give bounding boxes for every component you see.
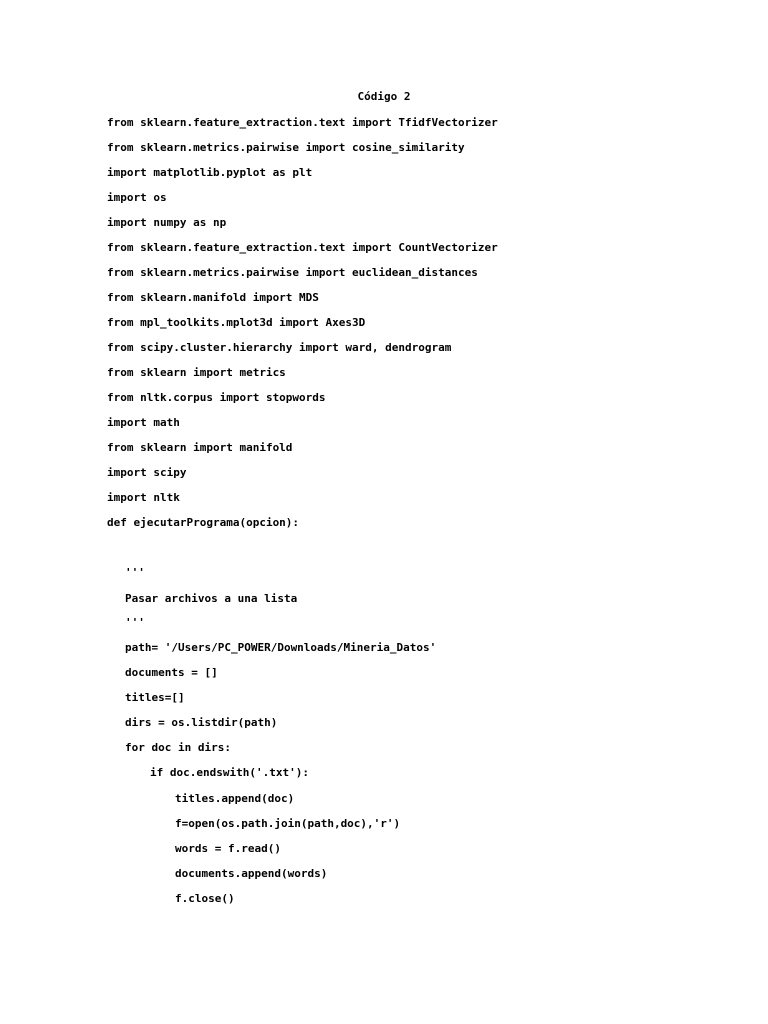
code-line: ''': [125, 566, 145, 579]
code-line: from mpl_toolkits.mplot3d import Axes3D: [107, 316, 366, 329]
code-line: import matplotlib.pyplot as plt: [107, 166, 313, 179]
code-line: from sklearn.manifold import MDS: [107, 291, 319, 304]
code-line: import scipy: [107, 466, 187, 479]
code-line: from sklearn.metrics.pairwise import euclidean_distances: [107, 266, 478, 279]
code-line: from sklearn import manifold: [107, 441, 293, 454]
code-line: documents = []: [125, 666, 218, 679]
code-line: titles.append(doc): [175, 792, 295, 805]
code-line: from sklearn.feature_extraction.text import CountVectorizer: [107, 241, 498, 254]
code-line: words = f.read(): [175, 842, 281, 855]
code-line: from nltk.corpus import stopwords: [107, 391, 326, 404]
code-line: path= '/Users/PC_POWER/Downloads/Mineria_Datos': [125, 641, 437, 654]
code-line: ''': [125, 616, 145, 629]
code-line: dirs = os.listdir(path): [125, 716, 278, 729]
document-title: Código 2: [357, 90, 411, 103]
code-line: for doc in dirs:: [125, 741, 231, 754]
code-line: titles=[]: [125, 691, 185, 704]
code-line: from scipy.cluster.hierarchy import ward, dendrogram: [107, 341, 452, 354]
code-line: Pasar archivos a una lista: [125, 592, 298, 605]
code-line: from sklearn import metrics: [107, 366, 286, 379]
code-line: from sklearn.metrics.pairwise import cosine_similarity: [107, 141, 465, 154]
code-line: import nltk: [107, 491, 180, 504]
code-line: f=open(os.path.join(path,doc),'r'): [175, 817, 401, 830]
code-line: if doc.endswith('.txt'):: [150, 766, 309, 779]
code-line: f.close(): [175, 892, 235, 905]
code-line: import numpy as np: [107, 216, 227, 229]
code-line: import os: [107, 191, 167, 204]
code-line: import math: [107, 416, 180, 429]
code-line: from sklearn.feature_extraction.text import TfidfVectorizer: [107, 116, 498, 129]
code-line: def ejecutarPrograma(opcion):: [107, 516, 300, 529]
code-line: documents.append(words): [175, 867, 328, 880]
